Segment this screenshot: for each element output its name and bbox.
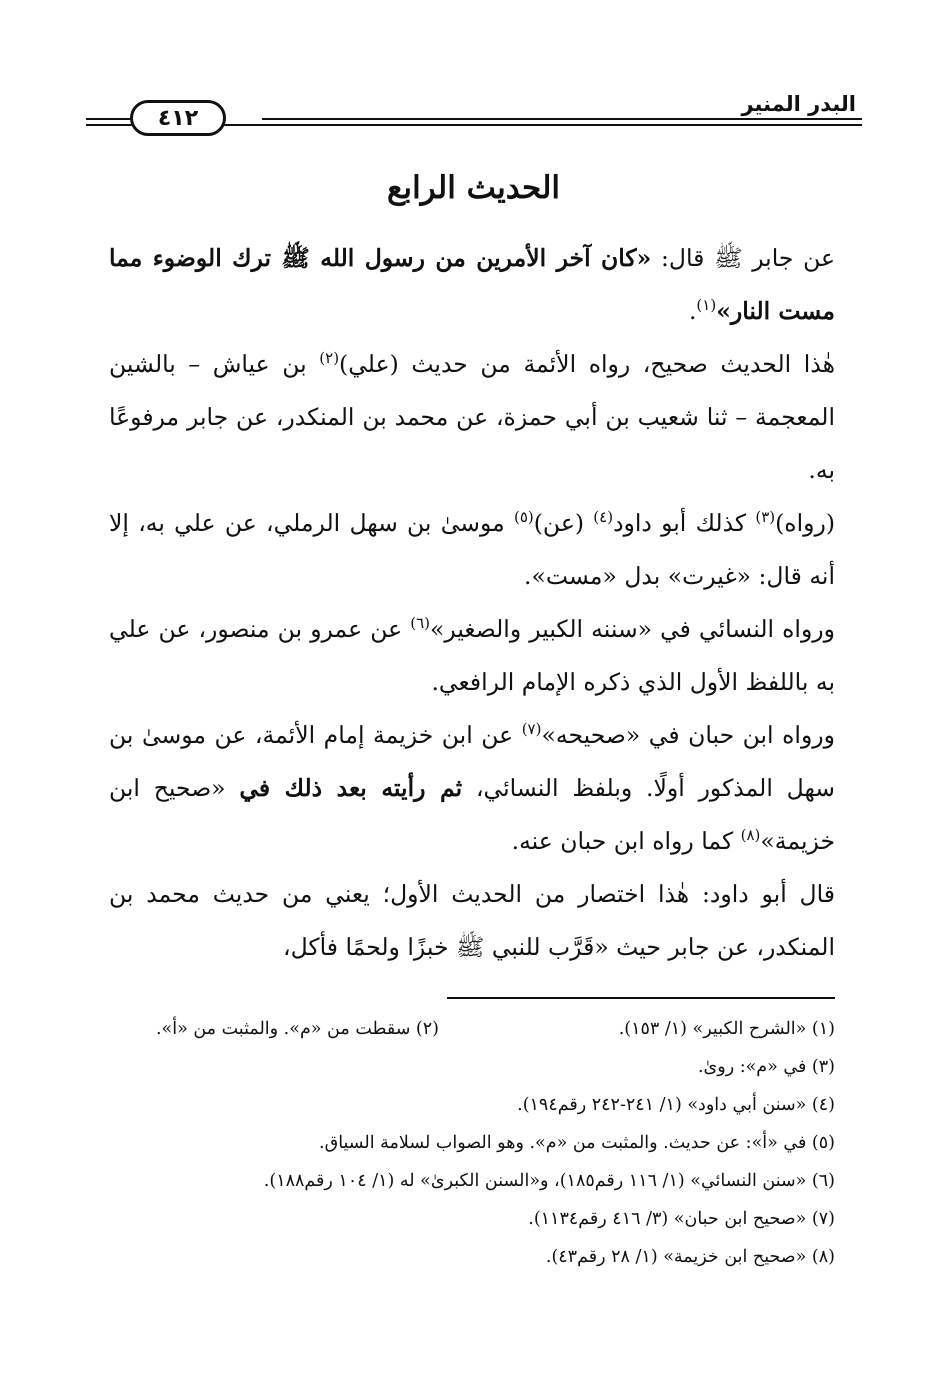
footnote-ref: (١) <box>696 296 717 315</box>
footnote-ref: (٧) <box>521 720 542 739</box>
page-header <box>86 92 862 140</box>
page-number: ٤١٢ <box>130 100 226 136</box>
footnote-4: (٤) «سنن أبي داود» (١/ ٢٤١-٢٤٢ رقم١٩٤). <box>517 1095 835 1115</box>
paragraph-3: (رواه)$^{(٣)}$ كذلك أبو داود$^{(٤)}$ (عن)$^{(٥)}$ موسىٰ بن سهل الرملي، عن علي به، إلا أنه قال: «غيرت» بدل «مست». <box>109 508 836 590</box>
footnote-7: (٧) «صحيح ابن حبان» (٣/ ٤١٦ رقم١١٣٤). <box>528 1209 835 1229</box>
footnote-2: (٢) سقطت من «م». والمثبت من «أ». <box>155 1019 439 1039</box>
paragraph-5: ورواه ابن حبان في «صحيحه»$^{(٧)}$ عن ابن خزيمة إمام الأئمة، عن موسىٰ بن سهل المذكور أولًا. وبلفظ النسائي، ثم رأيته بعد ذلك في «صحيح ابن خزيمة»$^{(٨)}$ كما رواه ابن حبان عنه. <box>109 720 835 855</box>
footnotes <box>109 1010 835 1276</box>
footnote-ref: (٥) <box>513 508 534 527</box>
footnote-6: (٦) «سنن النسائي» (١/ ١١٦ رقم١٨٥)، و«السنن الكبرىٰ» له (١/ ١٠٤ رقم١٨٨). <box>263 1171 835 1191</box>
book-title: البدر المنير <box>741 92 856 116</box>
footnote-ref: (٢) <box>319 349 340 368</box>
paragraph-1: عن جابر ﷺ قال: «كان آخر الأمرين من رسول الله ﷺ ترك الوضوء مما مست النار»$^{(١)}$. <box>109 244 835 325</box>
section-title: الحديث الرابع <box>386 170 561 206</box>
header-rule-top <box>262 118 862 120</box>
paragraph-4: ورواه النسائي في «سننه الكبير والصغير»$^{(٦)}$ عن عمرو بن منصور، عن علي به باللفظ الأول الذي ذكره الإمام الرافعي. <box>109 614 835 696</box>
footnote-ref: (٦) <box>410 614 430 633</box>
footnote-1: (١) «الشرح الكبير» (١/ ١٥٣). <box>618 1019 835 1039</box>
main-text <box>109 232 835 974</box>
footnote-row <box>109 1010 835 1048</box>
footnote-ref: (٣) <box>755 508 776 527</box>
footnote-3: (٣) في «م»: روىٰ. <box>697 1057 835 1077</box>
footnote-ref: (٤) <box>593 508 614 527</box>
footnote-ref: (٨) <box>740 826 761 845</box>
footnote-8: (٨) «صحيح ابن خزيمة» (١/ ٢٨ رقم٤٣). <box>545 1247 835 1267</box>
paragraph-6: قال أبو داود: هٰذا اختصار من الحديث الأول؛ يعني من حديث محمد بن المنكدر، عن جابر حيث «قَرَّب للنبي ﷺ خبزًا ولحمًا فأكل، <box>109 880 835 961</box>
header-rule-left <box>86 118 132 120</box>
hadith-quote: «كان آخر الأمرين من رسول الله ﷺ ترك الوضوء مما مست النار» <box>109 244 835 325</box>
footnote-5: (٥) في «أ»: عن حديث. والمثبت من «م». وهو الصواب لسلامة السياق. <box>319 1133 835 1153</box>
footnote-separator <box>447 997 835 999</box>
paragraph-2: هٰذا الحديث صحيح، رواه الأئمة من حديث (علي)$^{(٢)}$ بن عياش – بالشين المعجمة – ثنا شعيب بن أبي حمزة، عن محمد بن المنكدر، عن جابر مرفوعًا به. <box>109 349 836 484</box>
